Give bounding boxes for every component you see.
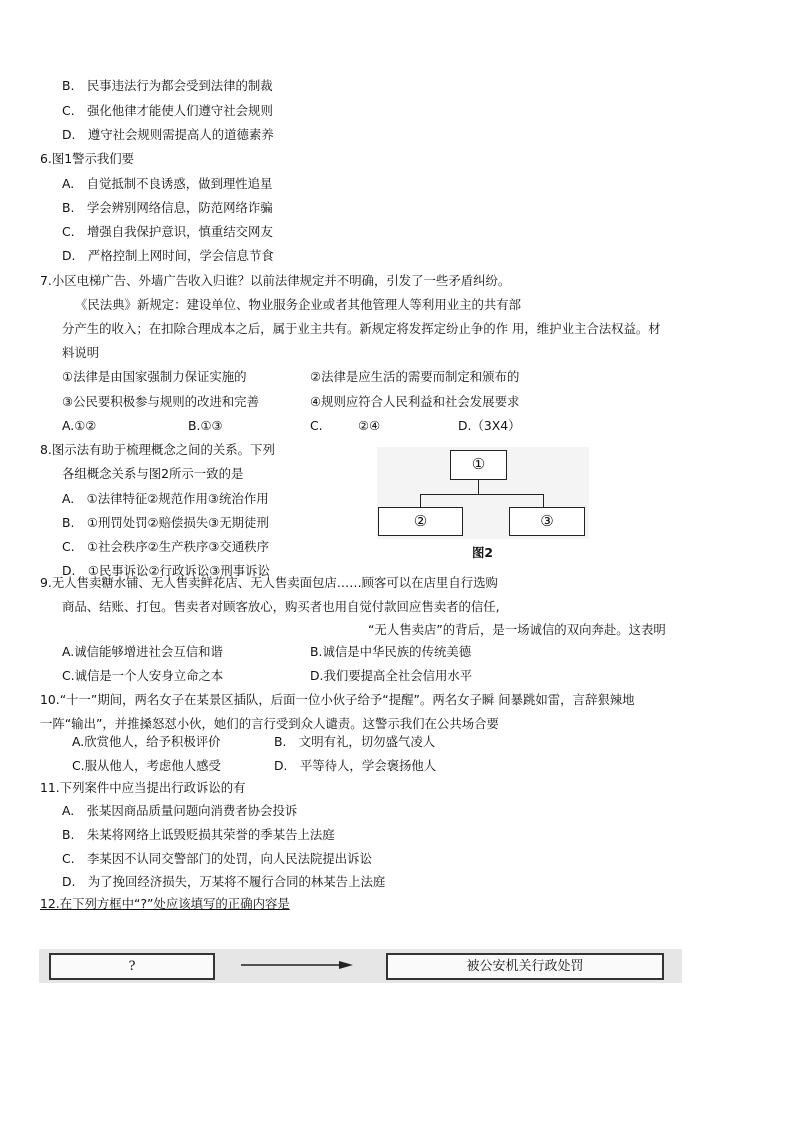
q12-stem: 12.在下列方框中“?”处应该填写的正确内容是 — [40, 896, 290, 911]
figure-2-caption: 图2 — [472, 545, 494, 560]
q10-option-a: A.欣赏他人，给予积极评价 — [72, 734, 221, 749]
q10-option-b: B. 文明有礼，切勿盛气凌人 — [274, 734, 436, 749]
q7-answer-a: A.①② — [62, 418, 97, 433]
q7-answer-c: C. — [310, 418, 323, 433]
q9-stem: 9.无人售卖糖水铺、无人售卖鲜花店、无人售卖面包店……顾客可以在店里自行选购 — [40, 575, 498, 590]
q8-option-a: A. ①法律特征②规范作用③统治作用 — [62, 491, 269, 506]
q9-option-d: D.我们要提高全社会信用水平 — [310, 668, 473, 683]
figure-2-stem-line — [478, 480, 479, 494]
q8-stem-line2: 各组概念关系与图2所示一致的是 — [62, 466, 244, 481]
q12-arrow — [239, 958, 355, 972]
q12-result-box: 被公安机关行政处罚 — [386, 953, 664, 980]
q6-option-d: D. 严格控制上网时间，学会信息节食 — [62, 248, 274, 263]
q7-material-line2: 《民法典》新规定：建设单位、物业服务企业或者其他管理人等利用业主的共有部 — [75, 297, 522, 312]
figure-2-branch-line — [420, 494, 544, 495]
q5-option-c: C. 强化他律才能使人们遵守社会规则 — [62, 103, 273, 118]
q9-option-c: C.诚信是一个人安身立命之本 — [62, 668, 224, 683]
q10-option-d: D. 平等待人，学会褒扬他人 — [274, 758, 437, 773]
q7-statement-1: ①法律是由国家强制力保证实施的 — [62, 369, 247, 384]
q10-stem-line2: 一阵“输出”，并推搡怒怼小伙，她们的言行受到众人谴责。这警示我们在公共场合要 — [40, 716, 499, 731]
q6-stem: 6.图1警示我们要 — [40, 151, 135, 166]
q6-option-a: A. 自觉抵制不良诱惑，做到理性追星 — [62, 176, 273, 191]
figure-2-right-drop — [543, 494, 544, 507]
q10-option-c: C.服从他人，考虑他人感受 — [72, 758, 221, 773]
q8-stem: 8.图示法有助于梳理概念之间的关系。下列 — [40, 442, 275, 457]
q10-stem: 10.“十一”期间，两名女子在某景区插队，后面一位小伙子给予“提醒”。两名女子瞬 间暴跳如雷，言辞狠辣地 — [40, 692, 635, 707]
q8-option-d: D. ①民事诉讼②行政诉讼③刑事诉讼 — [62, 563, 270, 578]
q7-statement-3: ③公民要积极参与规则的改进和完善 — [62, 394, 259, 409]
q12-unknown-box: ? — [49, 953, 215, 980]
q11-option-d: D. 为了挽回经济损失，万某将不履行合同的林某告上法庭 — [62, 874, 386, 889]
q5-option-b: B. 民事违法行为都会受到法律的制裁 — [62, 78, 273, 93]
q7-statement-4: ④规则应符合人民利益和社会发展要求 — [310, 394, 520, 409]
q5-option-d: D. 遵守社会规则需提高人的道德素养 — [62, 127, 274, 142]
q8-option-c: C. ①社会秩序②生产秩序③交通秩序 — [62, 539, 269, 554]
figure-2-left-box: ② — [378, 507, 463, 536]
q7-answer-d: D.（3X4） — [458, 418, 521, 433]
q7-answer-c-value: ②④ — [358, 418, 381, 433]
q7-material-line4: 料说明 — [62, 345, 100, 360]
q11-stem: 11.下列案件中应当提出行政诉讼的有 — [40, 780, 246, 795]
figure-2-top-box: ① — [450, 450, 507, 480]
q9-option-b: B.诚信是中华民族的传统美德 — [310, 644, 472, 659]
q11-option-c: C. 李某因不认同交警部门的处罚，向人民法院提出诉讼 — [62, 851, 372, 866]
q6-option-b: B. 学会辨别网络信息，防范网络诈骗 — [62, 200, 273, 215]
q8-option-b: B. ①刑罚处罚②赔偿损失③无期徒刑 — [62, 515, 269, 530]
q9-option-a: A.诚信能够增进社会互信和谐 — [62, 644, 223, 659]
q6-option-c: C. 增强自我保护意识，慎重结交网友 — [62, 224, 273, 239]
q7-stem: 7.小区电梯广告、外墙广告收入归谁？以前法律规定并不明确，引发了一些矛盾纠纷。 — [40, 273, 511, 288]
figure-2-right-box: ③ — [509, 507, 585, 536]
q9-material-line3: “无人售卖店”的背后，是一场诚信的双向奔赴。这表明 — [368, 622, 666, 637]
q7-material-line3: 分产生的收入；在扣除合理成本之后，属于业主共有。新规定将发挥定纷止争的作 用，维护业主合法权益。材 — [62, 321, 661, 336]
q9-material-line2: 商品、结账、打包。售卖者对顾客放心，购买者也用自觉付款回应售卖者的信任, — [62, 599, 500, 614]
q11-option-b: B. 朱某将网络上诋毁贬损其荣誉的季某告上法庭 — [62, 827, 335, 842]
q7-answer-b: B.①③ — [188, 418, 223, 433]
q11-option-a: A. 张某因商品质量问题向消费者协会投诉 — [62, 803, 298, 818]
q7-statement-2: ②法律是应生活的需要而制定和颁布的 — [310, 369, 520, 384]
figure-2-left-drop — [420, 494, 421, 507]
